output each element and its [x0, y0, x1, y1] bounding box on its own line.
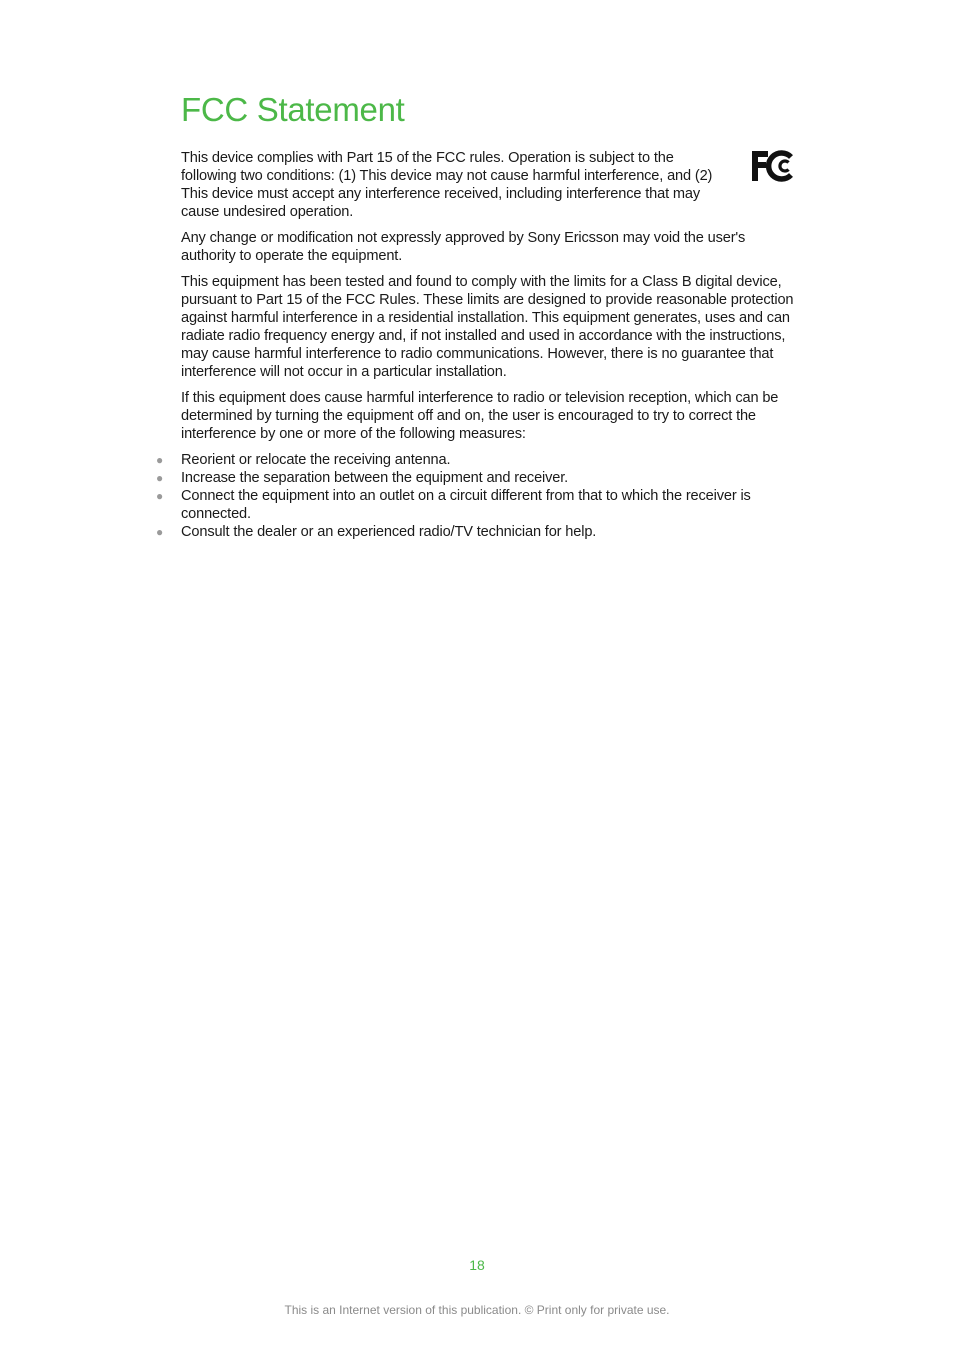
bullet-icon: ● [156, 525, 164, 539]
bullet-icon: ● [156, 453, 164, 467]
footer-note: This is an Internet version of this publication. © Print only for private use. [284, 1303, 670, 1317]
paragraph: Any change or modification not expressly approved by Sony Ericsson may void the user's authority to operate the equipment. [181, 230, 746, 264]
paragraph: This device complies with Part 15 of the FCC rules. Operation is subject to the following two conditions: (1) This device may not cause harmful interference, and (2) This device must accept any interference received, including interference that may cause undesired operation. [181, 150, 713, 220]
list-item [156, 469, 797, 487]
page-title: FCC Statement [181, 91, 405, 128]
list-item [156, 451, 797, 469]
list-item-text: Reorient or relocate the receiving antenna. [181, 452, 451, 468]
bullet-icon: ● [156, 471, 164, 485]
bullet-icon: ● [156, 489, 164, 503]
list-item [156, 487, 797, 523]
list-item-text: Consult the dealer or an experienced radio/TV technician for help. [181, 524, 597, 540]
list-item-text: Connect the equipment into an outlet on a circuit different from that to which the receiver is connected. [181, 488, 751, 522]
paragraph: This equipment has been tested and found to comply with the limits for a Class B digital device, pursuant to Part 15 of the FCC Rules. These limits are designed to provide reasonable protection against harmful interference in a residential installation. This equipment generates, uses and can radiate radio frequency energy and, if not installed and used in accordance with the instructions, may cause harmful interference to radio communications. However, there is no guarantee that interference will not occur in a particular installation. [181, 274, 794, 380]
paragraph: If this equipment does cause harmful interference to radio or television reception, which can be determined by turning the equipment off and on, the user is encouraged to try to correct the interference by one or more of the following measures: [181, 390, 779, 442]
measures-list [156, 451, 797, 541]
page-number: 18 [469, 1257, 485, 1273]
list-item-text: Increase the separation between the equipment and receiver. [181, 470, 569, 486]
fcc-statement-body [156, 149, 797, 541]
list-item [156, 523, 797, 541]
fcc-logo-icon [751, 149, 797, 183]
